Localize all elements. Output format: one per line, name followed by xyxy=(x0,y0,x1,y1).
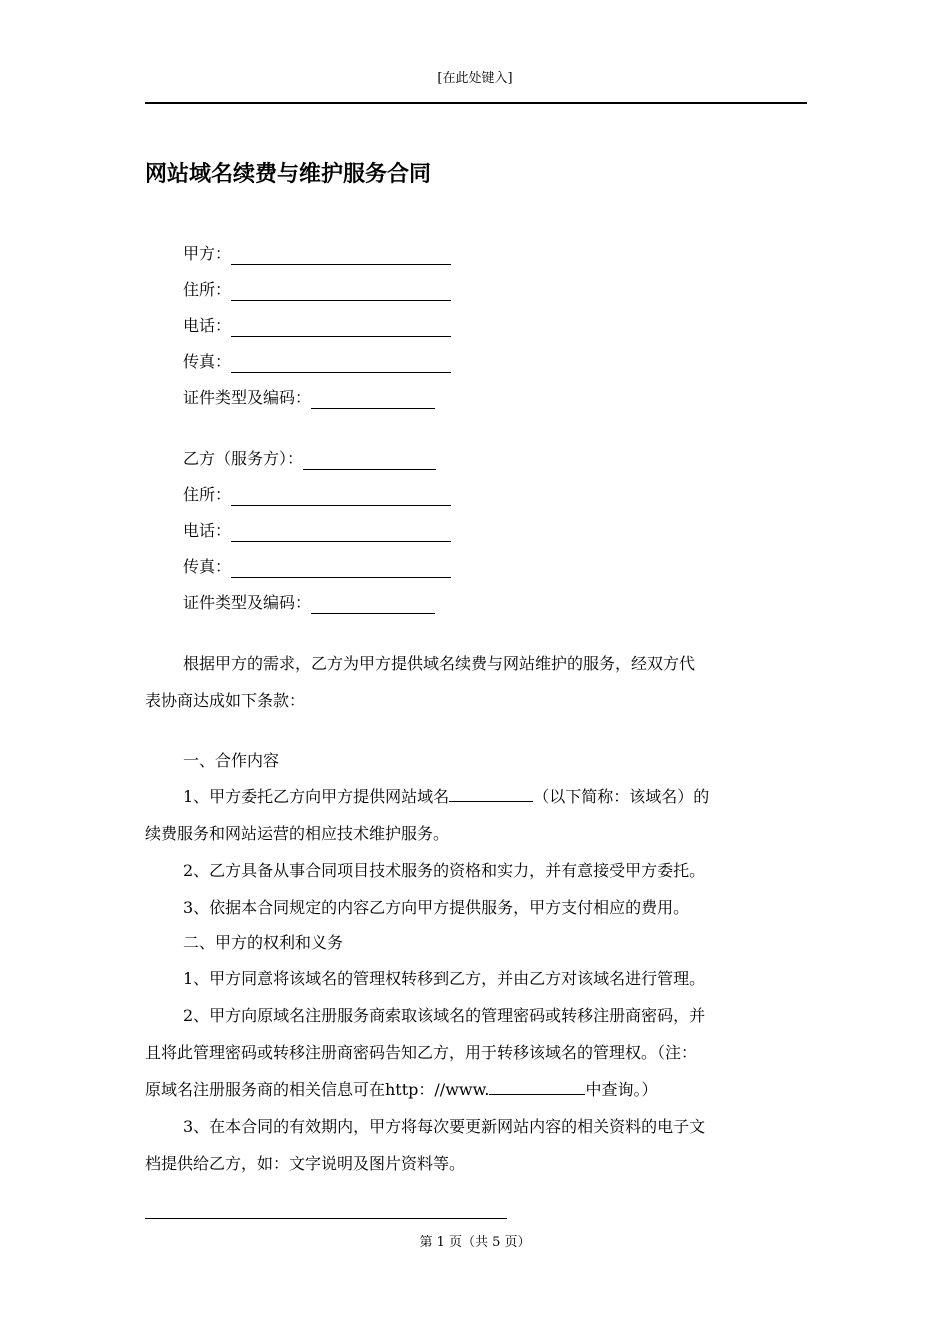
domain-name-blank xyxy=(449,783,533,802)
header-rule xyxy=(145,102,807,104)
party-a-phone-blank xyxy=(231,316,451,337)
section-2-item-1: 1、甲方同意将该域名的管理权转移到乙方，并由乙方对该域名进行管理。 xyxy=(183,969,706,988)
section-2-item-3-line-1: 3、在本合同的有效期内，甲方将每次要更新网站内容的相关资料的电子文 xyxy=(183,1117,706,1136)
footer-rule xyxy=(145,1218,507,1219)
page-footer: 第 1 页（共 5 页） xyxy=(419,1235,531,1250)
section-2-item-2-line-2: 且将此管理密码或转移注册商密码告知乙方，用于转移该域名的管理权。（注： xyxy=(145,1043,698,1062)
party-a-name-label: 甲方： xyxy=(183,244,232,263)
section-1-item-1-part-1: 1、甲方委托乙方向甲方提供网站域名 xyxy=(183,787,450,806)
section-2-item-2-line-3-part-1: 原域名注册服务商的相关信息可在http：//www. xyxy=(145,1080,490,1099)
party-a-name-row xyxy=(183,236,451,272)
party-a-phone-label: 电话： xyxy=(183,316,232,335)
section-1-item-3: 3、依据本合同规定的内容乙方向甲方提供服务，甲方支付相应的费用。 xyxy=(183,898,690,917)
section-1-item-1-part-2: （以下简称：该域名）的 xyxy=(533,787,710,806)
section-1-heading: 一、合作内容 xyxy=(183,751,280,770)
party-a-address-blank xyxy=(231,280,451,301)
party-b-address-label: 住所： xyxy=(183,485,232,504)
party-a-id-label: 证件类型及编码： xyxy=(183,388,312,407)
party-b-name-row xyxy=(183,441,451,477)
party-b-address-blank xyxy=(231,485,451,506)
section-1-item-2: 2、乙方具备从事合同项目技术服务的资格和实力，并有意接受甲方委托。 xyxy=(183,861,706,880)
document-title: 网站域名续费与维护服务合同 xyxy=(145,161,432,187)
section-2-item-2-line-3 xyxy=(145,1071,807,1108)
intro-line-1: 根据甲方的需求，乙方为甲方提供域名续费与网站维护的服务，经双方代 xyxy=(183,654,696,673)
party-a-block xyxy=(183,236,451,416)
section-2-item-3-line-2: 档提供给乙方，如：文字说明及图片资料等。 xyxy=(145,1154,466,1173)
party-b-name-label: 乙方（服务方）： xyxy=(183,449,304,468)
section-2-item-2-line-3-part-2: 中查询。） xyxy=(585,1080,658,1099)
party-b-address-row xyxy=(183,477,451,513)
party-a-phone-row xyxy=(183,308,451,344)
party-a-fax-blank xyxy=(231,352,451,373)
registrar-url-blank xyxy=(489,1076,585,1095)
section-1-item-1-line-2: 续费服务和网站运营的相应技术维护服务。 xyxy=(145,824,450,843)
party-b-fax-blank xyxy=(231,557,451,578)
party-b-phone-blank xyxy=(231,521,451,542)
party-b-phone-row xyxy=(183,513,451,549)
page-header: [在此处键入] xyxy=(437,71,513,86)
party-a-id-row xyxy=(183,380,451,416)
intro-line-2: 表协商达成如下条款： xyxy=(145,691,306,710)
party-b-id-label: 证件类型及编码： xyxy=(183,593,312,612)
party-b-fax-row xyxy=(183,549,451,585)
party-b-fax-label: 传真： xyxy=(183,557,232,576)
party-a-fax-label: 传真： xyxy=(183,352,232,371)
party-a-address-row xyxy=(183,272,451,308)
party-a-address-label: 住所： xyxy=(183,280,232,299)
section-2-heading: 二、甲方的权利和义务 xyxy=(183,933,344,952)
party-b-id-blank xyxy=(311,593,435,614)
party-b-name-blank xyxy=(303,449,436,470)
section-2-body xyxy=(145,960,807,1182)
section-1-item-1 xyxy=(145,778,807,815)
section-1-body xyxy=(145,778,807,926)
party-a-name-blank xyxy=(231,244,451,265)
party-b-id-row xyxy=(183,585,451,621)
section-2-item-2-line-1: 2、甲方向原域名注册服务商索取该域名的管理密码或转移注册商密码，并 xyxy=(183,1006,706,1025)
party-a-fax-row xyxy=(183,344,451,380)
intro-paragraph xyxy=(145,645,807,719)
party-b-phone-label: 电话： xyxy=(183,521,232,540)
party-b-block xyxy=(183,441,451,621)
party-a-id-blank xyxy=(311,388,435,409)
